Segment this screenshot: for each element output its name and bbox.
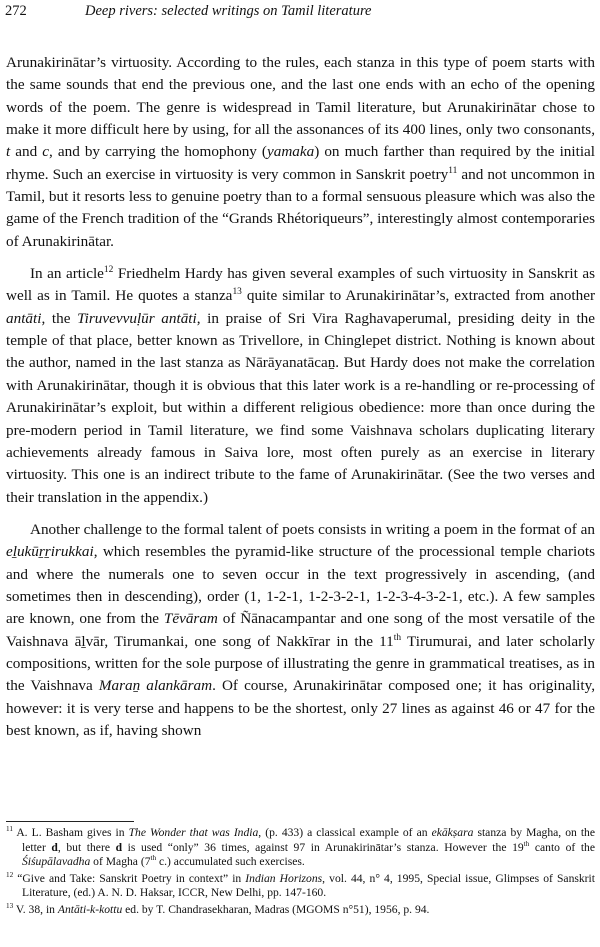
paragraph-3: Another challenge to the formal talent of poets consists in writing a poem in the format of an eḻukūṟṟirukkai, which resembles the pyramid-like structure of the processional temple chariots and where the numerals one to seven occur in the text progressively in ascending, (and sometimes then in descending), order (1, 1-2-1, 1-2-3-2-1, 1-2-3-4-3-2-1, etc.). A few samples are known, one from the Tēvāram of Ñānacampantar and one song of the most versatile of the Vaishnava āḻvār, Tirumankai, one song of Nakkīrar in the 11th Tirumurai, and later scholarly compositions, written for the sole purpose of illustrating the genre in grammatical treatises, as in the Vaishnava Maraṉ alankāram. Of course, Arunakirinātar composed one; it has originality, however: it is very terse and happens to be the shortest, only 27 lines as against 46 or 47 for the best known, as if, having shown (6, 520, 596, 739)
footnote-rule (6, 821, 134, 822)
paragraph-1: Arunakirinātar’s virtuosity. According to the rules, each stanza in this type of poem starts with the same sounds that end the previous one, and the last one ends with an echo of the opening words of the poem. The genre is widespread in Tamil literature, but Arunakirinātar chose to make it more difficult here by using, for all the assonances of its 400 lines, only two consonants, t and c, and by carrying the homophony (yamaka) on much farther than required by the initial rhyme. Such an exercise in virtuosity is very common in Sanskrit poetry$^{11}$ and not uncommon in Tamil, but it resorts less to genuine poetry than to a formal sensuous pleasure which was also the game of the French tradition of the “Grands Rhétoriqueurs”, interestingly almost contemporaries of Arunakirinātar. (6, 54, 595, 250)
running-header (5, 1, 595, 25)
footnote-13: $^{13}$ V. 38, in Antāti-k-kottu ed. by T. Chandrasekharan, Madras (MGOMS n°51), 1956, p. 94. (6, 902, 430, 916)
main-text (6, 52, 595, 752)
footnote-12: $^{12}$ “Give and Take: Sanskrit Poetry in context” in Indian Horizons, vol. 44, n° 4, 1995, Special issue, Glimpses of Sanskrit Literature, (ed.) A. N. D. Haksar, ICCR, New Delhi, pp. 147-160. (6, 870, 595, 900)
running-title: Deep rivers: selected writings on Tamil literature (85, 3, 372, 19)
footnotes (6, 826, 595, 920)
page-number: 272 (5, 3, 27, 19)
paragraph-2: In an article$^{12}$ Friedhelm Hardy has given several examples of such virtuosity in Sanskrit as well as in Tamil. He quotes a stanza$^{13}$ quite similar to Arunakirinātar’s, extracted from another antāti, the Tiruvevvuḷūr antāti, in praise of Sri Vira Raghavaperumal, presiding deity in the temple of that place, better known as Trivellore, in Chinglepet district. Nothing is known about the author, named in the last stanza as Nārāyanatācaṉ. But Hardy does not make the correlation with Arunakirinātar, though it is obvious that this later work is a re-handling or re-processing of Arunakirinātar’s exploit, but within a different religious obedience: more than once during the pre-modern period in Tamil literature, we find some Vaishnava scholars duplicating literary achievements already famous in Saiva lore, most often purely as an exercise in literary virtuosity. This one is an indirect tribute to the fame of Arunakirinātar. (See the two verses and their translation in the appendix.) (6, 265, 595, 506)
footnote-11: $^{11}$ A. L. Basham gives in The Wonder that was India, (p. 433) a classical example of an ekākṣara stanza by Magha, on the letter d, but there d is used “only” 36 times, against 97 in Arunakirinātar’s stanza. However the 19th canto of the Śiśupālavadha of Magha (7th c.) accumulated such exercises. (6, 825, 595, 869)
